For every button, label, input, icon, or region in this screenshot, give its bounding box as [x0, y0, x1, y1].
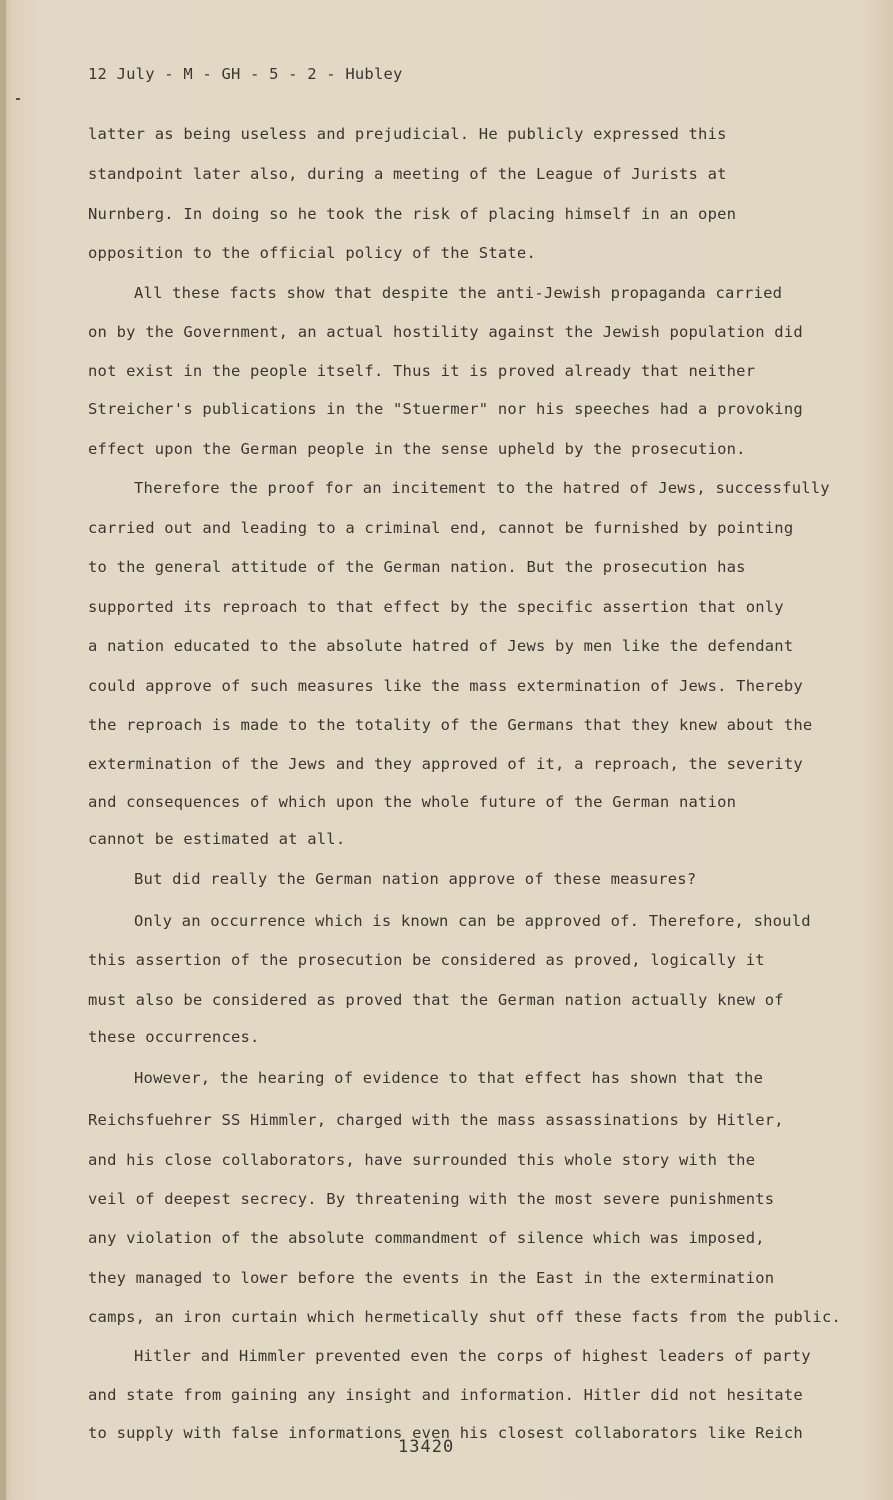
text-line: any violation of the absolute commandment of silence which was imposed, — [88, 1229, 765, 1247]
text-line: to supply with false informations even his closest collaborators like Reich — [88, 1424, 803, 1442]
paragraph-start: All these facts show that despite the anti-Jewish propaganda carried — [134, 284, 783, 302]
text-line: Reichsfuehrer SS Himmler, charged with the mass assassinations by Hitler, — [88, 1111, 784, 1129]
text-line: veil of deepest secrecy. By threatening with the most severe punishments — [88, 1190, 775, 1208]
text-line: this assertion of the prosecution be considered as proved, logically it — [88, 951, 765, 969]
margin-mark — [16, 98, 20, 100]
text-line: opposition to the official policy of the State. — [88, 244, 536, 262]
page-number: 13420 — [398, 1437, 455, 1457]
paragraph-start: Therefore the proof for an incitement to the hatred of Jews, successfully — [134, 479, 830, 497]
text-line: effect upon the German people in the sense upheld by the prosecution. — [88, 440, 746, 458]
text-line: camps, an iron curtain which hermetically shut off these facts from the public. — [88, 1308, 842, 1326]
text-line: could approve of such measures like the mass extermination of Jews. Thereby — [88, 677, 803, 695]
text-line: extermination of the Jews and they approved of it, a reproach, the severity — [88, 755, 803, 773]
text-line: must also be considered as proved that the German nation actually knew of — [88, 991, 784, 1009]
text-line: Streicher's publications in the "Stuermer" nor his speeches had a provoking — [88, 400, 803, 418]
text-line: on by the Government, an actual hostility against the Jewish population did — [88, 323, 803, 341]
text-line: supported its reproach to that effect by the specific assertion that only — [88, 598, 784, 616]
text-line: standpoint later also, during a meeting of the League of Jurists at — [88, 165, 727, 183]
text-line: they managed to lower before the events in the East in the extermination — [88, 1269, 775, 1287]
text-line: latter as being useless and prejudicial. He publicly expressed this — [88, 125, 727, 143]
text-line: a nation educated to the absolute hatred of Jews by men like the defendant — [88, 637, 794, 655]
paragraph-start: Only an occurrence which is known can be approved of. Therefore, should — [134, 912, 811, 930]
text-line: and consequences of which upon the whole future of the German nation — [88, 793, 737, 811]
paragraph-start: But did really the German nation approve of these measures? — [134, 870, 697, 888]
text-line: not exist in the people itself. Thus it is proved already that neither — [88, 362, 756, 380]
text-line: to the general attitude of the German nation. But the prosecution has — [88, 558, 746, 576]
paragraph-start: Hitler and Himmler prevented even the corps of highest leaders of party — [134, 1347, 811, 1365]
paragraph-start: However, the hearing of evidence to that effect has shown that the — [134, 1069, 764, 1087]
text-line: the reproach is made to the totality of the Germans that they knew about the — [88, 716, 813, 734]
text-line: these occurrences. — [88, 1028, 260, 1046]
page-header: 12 July - M - GH - 5 - 2 - Hubley — [88, 65, 403, 83]
text-line: and state from gaining any insight and information. Hitler did not hesitate — [88, 1386, 803, 1404]
text-line: and his close collaborators, have surrounded this whole story with the — [88, 1151, 756, 1169]
text-line: Nurnberg. In doing so he took the risk of placing himself in an open — [88, 205, 737, 223]
text-line: cannot be estimated at all. — [88, 830, 346, 848]
text-line: carried out and leading to a criminal end, cannot be furnished by pointing — [88, 519, 794, 537]
